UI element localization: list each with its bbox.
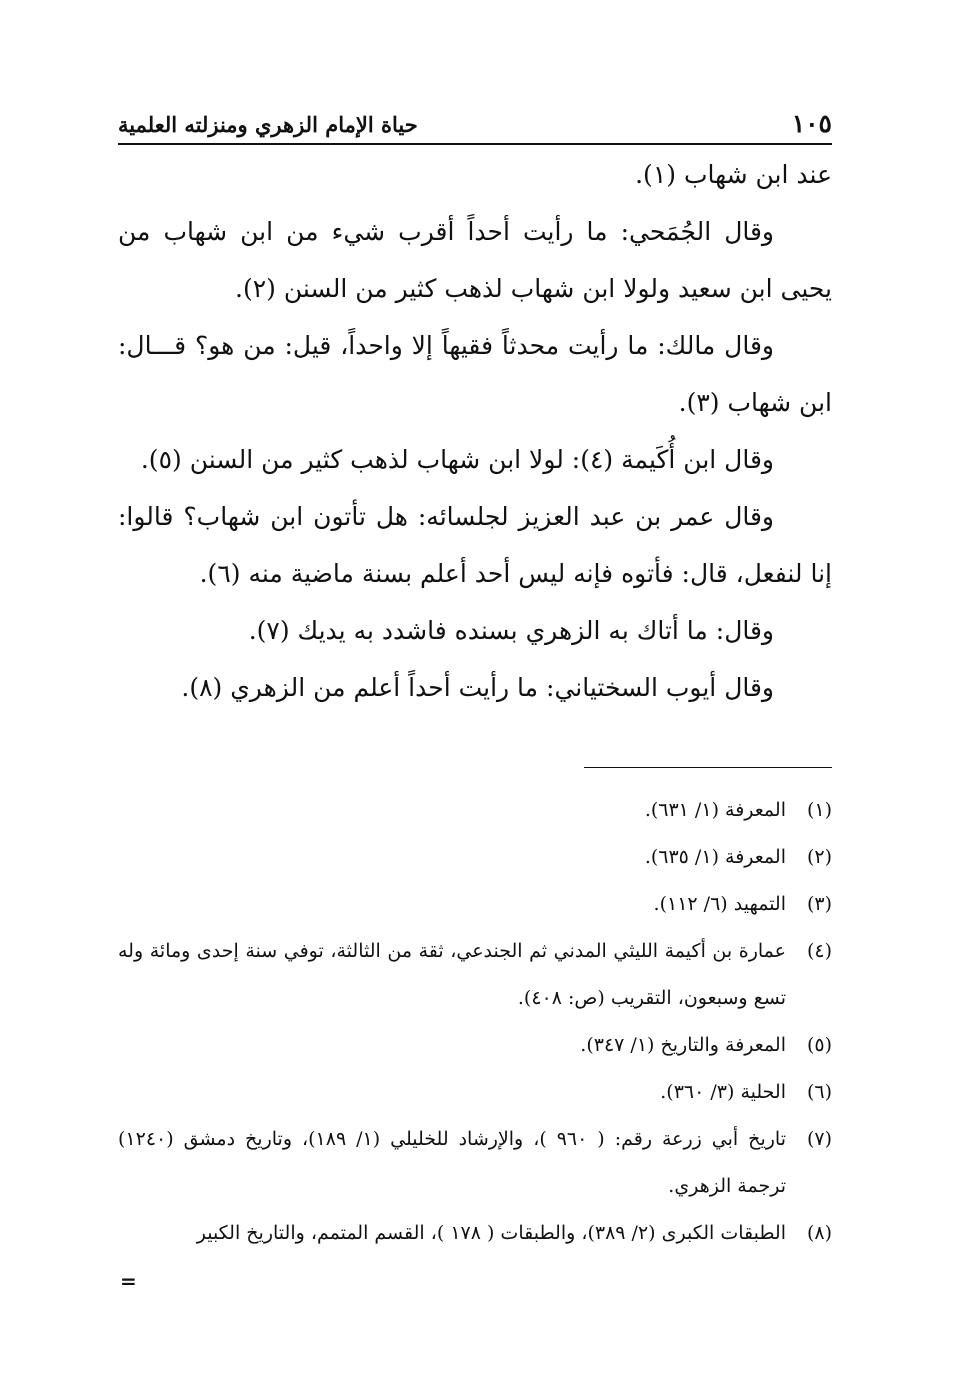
footnote — [118, 928, 832, 1022]
paragraph: وقال مالك: ما رأيت محدثاً فقيهاً إلا واحداً، قيل: من هو؟ قـــال: ابن شهاب (٣). — [118, 331, 832, 417]
page-header — [118, 106, 832, 142]
footnote-text: عمارة بن أكيمة الليثي المدني ثم الجندعي، ثقة من الثالثة، توفي سنة إحدى ومائة وله تسع وسبعون، التقريب (ص: ٤٠٨). — [118, 940, 786, 1009]
page-number: ١٠٥ — [791, 109, 832, 138]
paragraph: وقال ابن أُكَيمة (٤): لولا ابن شهاب لذهب كثير من السنن (٥). — [140, 445, 774, 474]
footnotes — [118, 787, 832, 1257]
footnote-number: (٣) — [806, 893, 832, 915]
footnote — [118, 1210, 832, 1257]
paragraph: وقال عمر بن عبد العزيز لجلسائه: هل تأتون ابن شهاب؟ قالوا: إنا لنفعل، قال: فأتوه فإنه ليس أحد أعلم بسنة ماضية منه (٦). — [118, 502, 832, 588]
footnote-text: المعرفة والتاريخ (١/ ٣٤٧). — [580, 1034, 786, 1056]
footnote — [118, 834, 832, 881]
footnote-separator — [584, 767, 832, 768]
footnote-number: (٤) — [806, 940, 832, 962]
footnote-text: المعرفة (١/ ٦٣١). — [644, 799, 786, 821]
footnote-text: تاريخ أبي زرعة رقم: ( ٩٦٠ )، والإرشاد للخليلي (١/ ١٨٩)، وتاريخ دمشق (١٢٤٠) ترجمة الزهري. — [118, 1128, 786, 1197]
footnote-number: (٨) — [806, 1222, 832, 1244]
header-rule — [118, 143, 832, 145]
main-text — [118, 146, 832, 716]
paragraph: عند ابن شهاب (١). — [635, 160, 832, 189]
footnote-number: (١) — [806, 799, 832, 821]
paragraph: وقال أيوب السختياني: ما رأيت أحداً أعلم من الزهري (٨). — [181, 673, 774, 702]
footnote-text: التمهيد (٦/ ١١٢). — [653, 893, 786, 915]
footnote-number: (٦) — [806, 1081, 832, 1103]
running-title: حياة الإمام الزهري ومنزلته العلمية — [118, 112, 418, 137]
footnote — [118, 1069, 832, 1116]
footnote-number: (٧) — [806, 1128, 832, 1150]
paragraph: وقال الجُمَحي: ما رأيت أحداً أقرب شيء من ابن شهاب من يحيى ابن سعيد ولولا ابن شهاب لذهب كثير من السنن (٢). — [118, 217, 832, 303]
footnote — [118, 1116, 832, 1210]
footnote-text: المعرفة (١/ ٦٣٥). — [644, 846, 786, 868]
footnote-text: الطبقات الكبرى (٢/ ٣٨٩)، والطبقات ( ١٧٨ )، القسم المتمم، والتاريخ الكبير — [196, 1222, 786, 1244]
footnote-number: (٥) — [806, 1034, 832, 1056]
footnote-number: (٢) — [806, 846, 832, 868]
footnote — [118, 1022, 832, 1069]
footnote — [118, 787, 832, 834]
continuation-mark: = — [120, 1269, 137, 1293]
footnote-text: الحلية (٣/ ٣٦٠). — [660, 1081, 786, 1103]
paragraph: وقال: ما أتاك به الزهري بسنده فاشدد به يديك (٧). — [248, 616, 774, 645]
footnote — [118, 881, 832, 928]
